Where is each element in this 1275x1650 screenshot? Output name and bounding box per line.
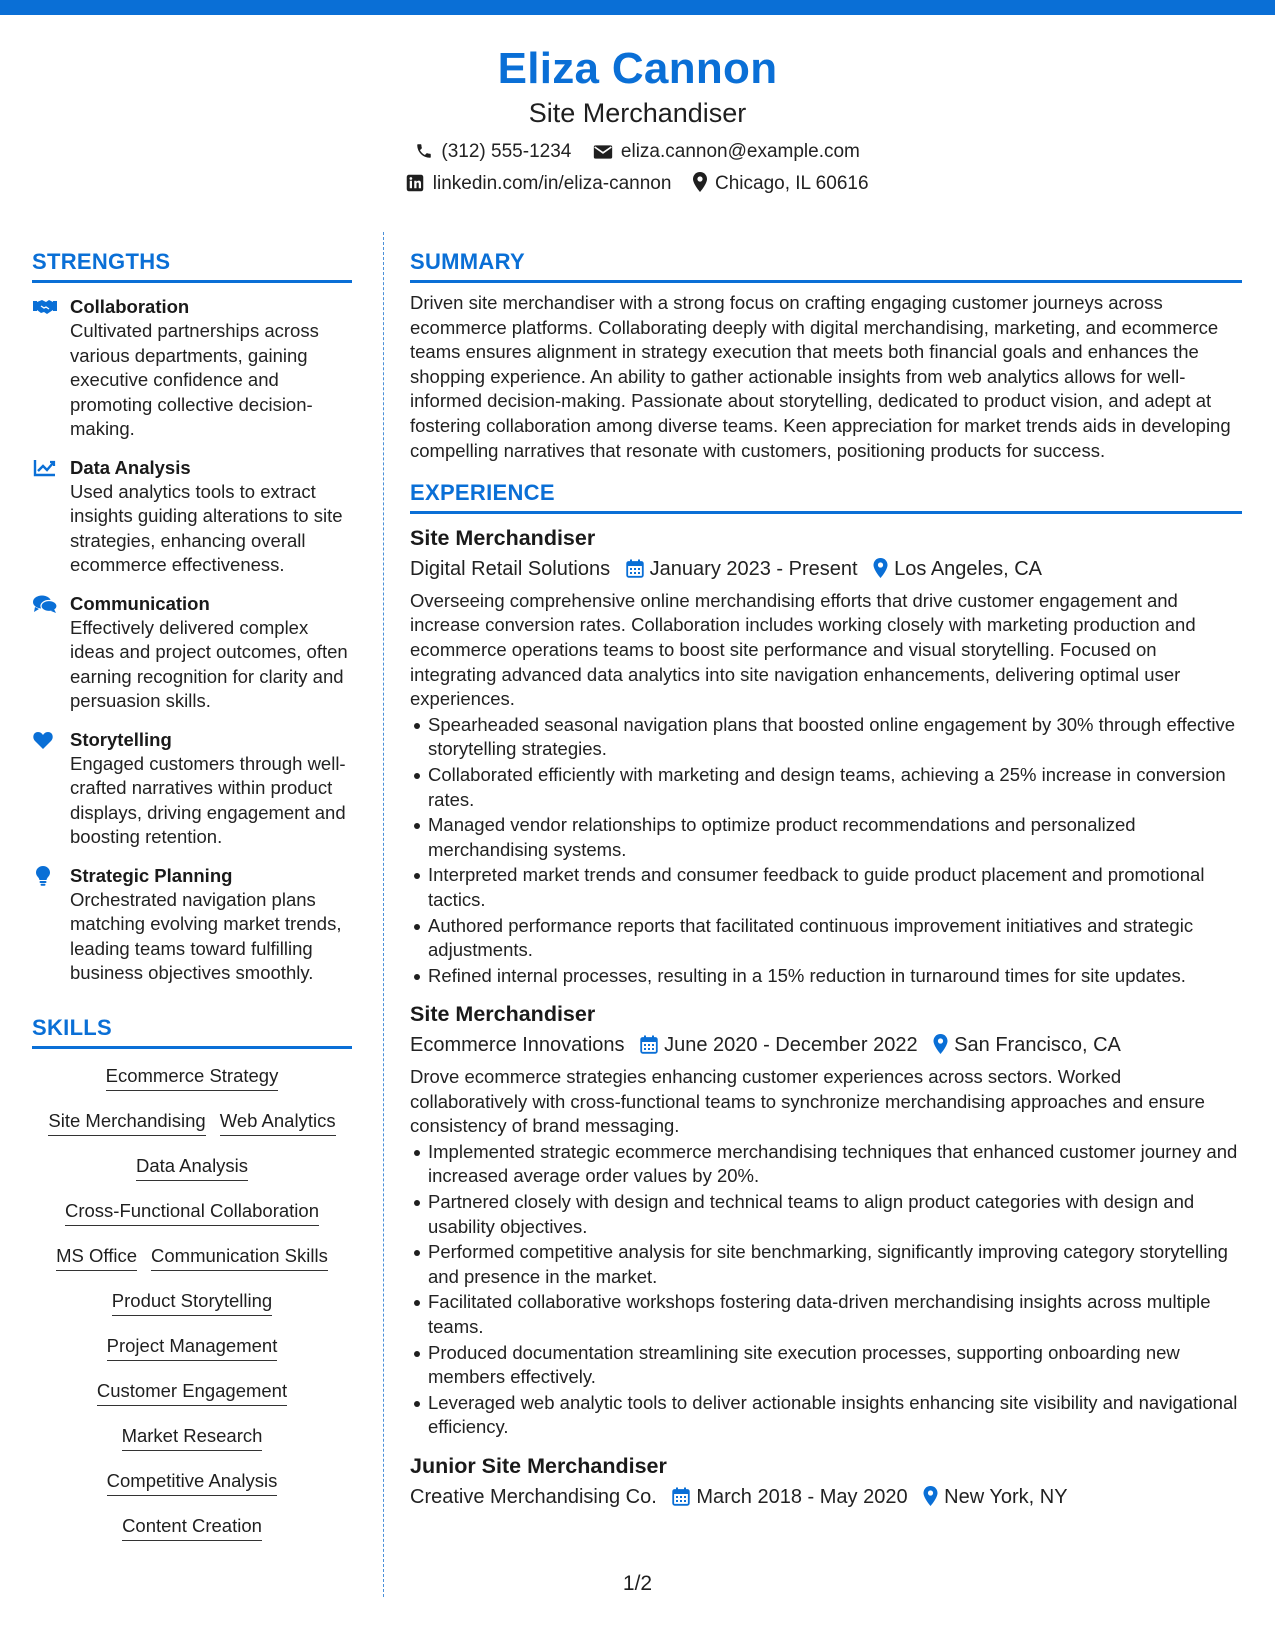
skill-tag: Product Storytelling xyxy=(112,1288,272,1316)
bullet-item: Leveraged web analytic tools to deliver actionable insights enhancing site visibility and navigational efficiency. xyxy=(428,1391,1242,1440)
bullet-item: Performed competitive analysis for site benchmarking, significantly improving category storytelling and presence in the market. xyxy=(428,1240,1242,1289)
job-location: New York, NY xyxy=(944,1485,1068,1508)
email-text: eliza.cannon@example.com xyxy=(620,141,860,162)
skill-tag: Web Analytics xyxy=(220,1108,336,1136)
skill-tag: Cross-Functional Collaboration xyxy=(65,1198,319,1226)
right-column xyxy=(410,248,1242,1511)
summary-heading: SUMMARY xyxy=(410,248,1242,283)
page-number: 1/2 xyxy=(622,1572,653,1595)
linkedin-contact xyxy=(406,172,671,196)
summary-text: Driven site merchandiser with a strong focus on crafting engaging customer journeys across ecommerce platforms. Collaborating deeply with digital merchandising, marketing, and ecommerce teams ensures alignment in strategy execution that meets both financial goals and enhances the shopping experience. An ability to gather actionable insights from web analytics allows for well-informed decision-making. Passionate about storytelling, dedicated to product vision, and adept at fostering collaboration among diverse teams. Keen appreciation for market trends aids in developing compelling narratives that resonate with customers, positioning products for success. xyxy=(410,292,1231,461)
job-bullets xyxy=(410,1140,1242,1440)
map-pin-icon xyxy=(693,172,707,192)
strength-title: Data Analysis xyxy=(70,456,191,478)
job-dates: January 2023 - Present xyxy=(649,557,858,580)
job-entry xyxy=(410,1452,1242,1511)
bullet-item: Managed vendor relationships to optimize product recommendations and personalized merchandising systems. xyxy=(428,813,1242,862)
job-dates: March 2018 - May 2020 xyxy=(696,1485,908,1508)
resume-header xyxy=(0,42,1275,196)
skill-tag: Ecommerce Strategy xyxy=(106,1063,279,1091)
phone-icon xyxy=(415,142,433,160)
job-company: Creative Merchandising Co. xyxy=(410,1485,657,1508)
job-title: Site Merchandiser xyxy=(410,1002,596,1027)
job-location: Los Angeles, CA xyxy=(894,557,1043,580)
column-divider xyxy=(383,232,384,1597)
lightbulb-icon xyxy=(32,866,58,886)
skill-tag: Project Management xyxy=(107,1333,278,1361)
skill-tag: Site Merchandising xyxy=(48,1108,205,1136)
left-column xyxy=(32,248,352,1558)
skill-tag: Market Research xyxy=(122,1423,263,1451)
strengths-list xyxy=(32,295,352,986)
strength-title: Communication xyxy=(70,592,210,614)
skills-list xyxy=(32,1063,352,1558)
map-pin-icon xyxy=(923,1486,938,1506)
handshake-icon xyxy=(32,297,58,317)
strength-title: Strategic Planning xyxy=(70,864,233,886)
bullet-item: Authored performance reports that facilitated continuous improvement initiatives and strategic adjustments. xyxy=(428,914,1242,963)
job-company: Digital Retail Solutions xyxy=(410,557,611,580)
job-description: Overseeing comprehensive online merchandising efforts that drive customer engagement and increase conversion rates. Collaboration includes working closely with marketing production and ecommerce operations teams to boost site performance and visual storytelling. Focused on integrating advanced data analytics into site navigation enhancements, delivering optimal user experiences. xyxy=(410,589,1196,710)
strength-desc: Effectively delivered complex ideas and project outcomes, often earning recognition for clarity and persuasion skills. xyxy=(70,616,348,711)
candidate-name: Eliza Cannon xyxy=(497,44,778,93)
skill-tag: MS Office xyxy=(56,1243,137,1271)
job-bullets xyxy=(410,713,1242,989)
job-description: Drove ecommerce strategies enhancing customer experiences across sectors. Worked collaboratively with cross-functional teams to synchronize merchandising approaches and ensure consistency of brand messaging. xyxy=(410,1066,1205,1137)
phone-contact xyxy=(415,140,571,164)
job-location-group xyxy=(933,1031,1121,1059)
chart-line-icon xyxy=(32,458,58,478)
skill-row xyxy=(32,1288,352,1333)
job-title: Junior Site Merchandiser xyxy=(410,1454,667,1478)
bullet-item: Collaborated efficiently with marketing and design teams, achieving a 25% increase in conversion rates. xyxy=(428,763,1242,812)
skill-row xyxy=(32,1378,352,1423)
calendar-icon xyxy=(672,1487,690,1506)
linkedin-text: linkedin.com/in/eliza-cannon xyxy=(432,173,672,195)
strengths-heading: STRENGTHS xyxy=(32,248,352,283)
strength-item xyxy=(32,864,352,986)
strength-desc: Used analytics tools to extract insights guiding alterations to site strategies, enhancing overall ecommerce effectiveness. xyxy=(70,480,343,575)
skills-section xyxy=(32,1014,352,1558)
comments-icon xyxy=(32,594,58,614)
job-dates-group xyxy=(672,1483,907,1511)
skill-row xyxy=(32,1468,352,1513)
strength-desc: Orchestrated navigation plans matching evolving market trends, leading teams toward fulfilling business objectives smoothly. xyxy=(70,888,342,983)
skill-tag: Customer Engagement xyxy=(97,1378,287,1406)
job-entry xyxy=(410,524,1242,988)
bullet-item: Refined internal processes, resulting in a 15% reduction in turnaround times for site updates. xyxy=(428,964,1242,989)
job-meta xyxy=(410,1482,1242,1511)
map-pin-icon xyxy=(933,1034,948,1054)
job-dates-group xyxy=(640,1031,918,1059)
bullet-item: Partnered closely with design and technical teams to align product categories with design and usability objectives. xyxy=(428,1190,1242,1239)
email-contact xyxy=(593,140,860,164)
bullet-item: Produced documentation streamlining site execution processes, supporting onboarding new members effectively. xyxy=(428,1341,1242,1390)
contact-row-1 xyxy=(0,140,1275,164)
candidate-role: Site Merchandiser xyxy=(528,98,747,128)
job-dates-group xyxy=(626,555,858,583)
linkedin-icon xyxy=(406,174,424,192)
skills-heading: SKILLS xyxy=(32,1014,352,1049)
phone-text: (312) 555-1234 xyxy=(441,141,572,162)
calendar-icon xyxy=(626,559,644,578)
job-location-group xyxy=(873,555,1042,583)
bullet-item: Spearheaded seasonal navigation plans that boosted online engagement by 30% through effective storytelling strategies. xyxy=(428,713,1242,762)
strength-title: Collaboration xyxy=(70,296,190,317)
bullet-item: Facilitated collaborative workshops fostering data-driven merchandising insights across multiple teams. xyxy=(428,1290,1242,1339)
job-entry xyxy=(410,1000,1242,1440)
skill-row xyxy=(32,1333,352,1378)
skill-tag: Competitive Analysis xyxy=(107,1468,278,1496)
heart-icon xyxy=(32,730,58,750)
envelope-icon xyxy=(593,144,613,160)
job-company: Ecommerce Innovations xyxy=(410,1034,625,1057)
skill-row xyxy=(32,1423,352,1468)
bullet-item: Implemented strategic ecommerce merchandising techniques that enhanced customer journey and increased average order values by 20%. xyxy=(428,1140,1242,1189)
job-location: San Francisco, CA xyxy=(954,1034,1121,1057)
skill-row xyxy=(32,1108,352,1153)
strength-item xyxy=(32,728,352,850)
strength-title: Storytelling xyxy=(70,728,172,750)
job-title: Site Merchandiser xyxy=(410,526,596,551)
job-meta xyxy=(410,554,1242,583)
skill-row xyxy=(32,1063,352,1108)
experience-section xyxy=(410,479,1242,1511)
experience-heading: EXPERIENCE xyxy=(410,479,1242,514)
contact-row-2 xyxy=(0,172,1275,196)
strength-item xyxy=(32,592,352,714)
strength-item xyxy=(32,295,352,442)
location-contact xyxy=(693,172,869,196)
skill-tag: Content Creation xyxy=(122,1513,262,1541)
job-location-group xyxy=(923,1483,1067,1511)
location-text: Chicago, IL 60616 xyxy=(715,173,869,195)
job-meta xyxy=(410,1030,1242,1059)
skill-row xyxy=(32,1243,352,1288)
job-dates: June 2020 - December 2022 xyxy=(664,1034,918,1057)
skill-row xyxy=(32,1513,352,1558)
skill-tag: Communication Skills xyxy=(151,1243,328,1271)
bullet-item: Interpreted market trends and consumer feedback to guide product placement and promotional tactics. xyxy=(428,863,1242,912)
skill-tag: Data Analysis xyxy=(136,1153,248,1181)
top-accent-bar xyxy=(0,0,1275,15)
skill-row xyxy=(32,1153,352,1198)
strength-item xyxy=(32,456,352,578)
map-pin-icon xyxy=(873,558,888,578)
strength-desc: Engaged customers through well-crafted narratives within product displays, driving engagement and boosting retention. xyxy=(70,752,346,847)
skill-row xyxy=(32,1198,352,1243)
calendar-icon xyxy=(640,1035,658,1054)
strength-desc: Cultivated partnerships across various departments, gaining executive confidence and promoting collective decision-making. xyxy=(70,320,319,439)
